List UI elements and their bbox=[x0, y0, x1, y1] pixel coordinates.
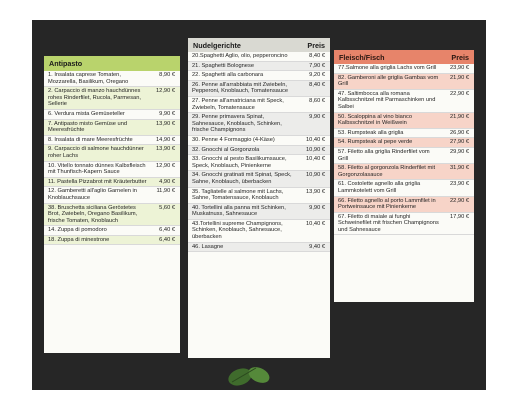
nudel-item-price: 8,40 € bbox=[309, 53, 325, 59]
fleisch-item-price: 22,90 € bbox=[450, 197, 469, 204]
nudel-item-price: 9,20 € bbox=[309, 72, 325, 79]
antipasto-item-price: 12,90 € bbox=[156, 162, 175, 169]
antipasto-item-name: 8. Insalata di mare Meeresfrüchte bbox=[48, 136, 133, 143]
fleisch-title: Fleisch/Fisch bbox=[339, 52, 385, 62]
nudel-item-price: 13,90 € bbox=[306, 188, 325, 195]
antipasto-item bbox=[44, 236, 180, 246]
fleisch-item bbox=[334, 90, 474, 113]
nudel-item-name: 43.Tortellini supreme Champignons, Schinken, Knoblauch, Sahnesauce, überbacken bbox=[192, 220, 283, 241]
nudel-item bbox=[188, 62, 330, 72]
fleisch-item-name: 54. Rumpsteak al pepe verde bbox=[338, 139, 413, 146]
nudel-item bbox=[188, 243, 330, 253]
nudel-item bbox=[188, 136, 330, 146]
nudel-item-price: 10,90 € bbox=[306, 172, 325, 179]
fleisch-item-price: 17,90 € bbox=[450, 213, 469, 220]
antipasto-item-price: 6,40 € bbox=[159, 236, 175, 243]
fleisch-item bbox=[334, 129, 474, 139]
nudel-item-name: 34. Gnocchi gratinati mit Spinat, Speck, Sahne, Knoblauch, überbacken bbox=[192, 172, 292, 185]
antipasto-item-price: 11,90 € bbox=[156, 188, 175, 195]
nudel-item-name: 26. Penne all'arrabbiata mit Zwiebeln, Pepperoni, Knoblauch, Tomatensauce bbox=[192, 81, 289, 95]
antipasto-item bbox=[44, 71, 180, 87]
nudel-item bbox=[188, 146, 330, 156]
fleisch-item bbox=[334, 180, 474, 196]
fleisch-panel bbox=[334, 50, 474, 302]
nudel-item bbox=[188, 52, 330, 62]
antipasto-item-price: 12,90 € bbox=[156, 88, 175, 95]
antipasto-header bbox=[44, 56, 180, 71]
antipasto-item bbox=[44, 87, 180, 110]
antipasto-item-name: 12. Gamberetti all'aglio Garnelen in Knoblauchsauce bbox=[48, 188, 137, 201]
antipasto-item-name: 7. Antipasto misto Gemüse und Meeresfrüchte bbox=[48, 120, 128, 134]
fleisch-item bbox=[334, 74, 474, 90]
nudel-item bbox=[188, 71, 330, 81]
nudel-item bbox=[188, 204, 330, 220]
antipasto-item bbox=[44, 136, 180, 146]
nudel-item-price: 8,60 € bbox=[309, 97, 325, 104]
fleisch-item bbox=[334, 113, 474, 129]
fleisch-item bbox=[334, 213, 474, 236]
fleisch-item-name: 77.Salmone alla griglia Lachs vom Grill bbox=[338, 65, 437, 71]
nudel-item-price: 7,90 € bbox=[309, 62, 325, 69]
nudel-item-price: 8,40 € bbox=[309, 81, 325, 88]
antipasto-item bbox=[44, 162, 180, 178]
fleisch-item bbox=[334, 164, 474, 180]
antipasto-item-name: 9. Carpaccio di salmone hauchdünner roher Lachs bbox=[48, 146, 144, 159]
nudel-price-header: Preis bbox=[307, 40, 325, 50]
antipasto-item-name: 2. Carpaccio di manzo hauchdünnes rohes Rinderfilet, Rucola, Parmesan, Sellerie bbox=[48, 88, 141, 108]
nudel-item-name: 20.Spaghetti Aglio, olio, pepperoncino bbox=[192, 53, 288, 59]
fleisch-item-name: 53. Rumpsteak alla griglia bbox=[338, 129, 404, 136]
fleisch-item bbox=[334, 64, 474, 74]
fleisch-item-price: 27,90 € bbox=[450, 139, 469, 146]
antipasto-item-name: 11. Pastella Pizzabrot mit Kräuterbutter bbox=[48, 178, 147, 185]
nudel-item-price: 10,40 € bbox=[306, 136, 325, 143]
antipasto-item-name: 14. Zuppa di pomodoro bbox=[48, 227, 107, 234]
nudel-item-price: 9,90 € bbox=[309, 204, 325, 211]
antipasto-item-name: 10. Vitello tonnato dünnes Kalbsfleisch mit Thunfisch-Kapern Sauce bbox=[48, 162, 146, 176]
antipasto-item-price: 13,90 € bbox=[156, 120, 175, 127]
antipasto-item-price: 5,60 € bbox=[159, 204, 175, 211]
nudel-item-price: 10,40 € bbox=[306, 220, 325, 227]
antipasto-item-price: 4,90 € bbox=[159, 178, 175, 185]
fleisch-item-name: 58. Filetto al gorgonzola Rinderfilet mit Gorgonzolasauce bbox=[338, 165, 436, 178]
fleisch-item-name: 61. Costolette agnello alla griglia Lammkotelett vom Grill bbox=[338, 181, 421, 194]
nudel-item-name: 35. Tagliatelle al salmone mit Lachs, Sahne, Tomatensauce, Knoblauch bbox=[192, 188, 284, 202]
nudel-item-name: 32. Gnocchi al Gorgonzola bbox=[192, 146, 260, 153]
nudel-item-name: 46. Lasagne bbox=[192, 243, 224, 250]
nudel-item bbox=[188, 188, 330, 204]
fleisch-item-price: 31,90 € bbox=[450, 165, 469, 172]
antipasto-item-price: 8,90 € bbox=[159, 72, 175, 78]
fleisch-item bbox=[334, 148, 474, 164]
fleisch-item bbox=[334, 197, 474, 213]
antipasto-item-price: 14,90 € bbox=[156, 136, 175, 143]
fleisch-item-price: 22,90 € bbox=[450, 90, 469, 97]
antipasto-item-price: 6,40 € bbox=[159, 227, 175, 234]
antipasto-item-name: 38. Bruschetta siciliana Geröstetes Brot, Zwiebeln, Oregano Basilikum, frische Tomaten, Knoblauch bbox=[48, 204, 138, 224]
nudel-item bbox=[188, 171, 330, 187]
antipasto-item bbox=[44, 120, 180, 136]
nudel-item bbox=[188, 155, 330, 171]
fleisch-item-name: 47. Saltimbocca alla romana Kalbsschnitzel mit Parmaschinken und Salbei bbox=[338, 90, 436, 110]
nudel-item-name: 21. Spaghetti Bolognese bbox=[192, 62, 254, 69]
fleisch-item-price: 26,90 € bbox=[450, 129, 469, 136]
fleisch-item-price: 29,90 € bbox=[450, 148, 469, 155]
fleisch-item-name: 66. Filetto agnello al porto Lammfilet in Portweinsauce mit Pinienkerne bbox=[338, 197, 436, 211]
nudel-header bbox=[188, 38, 330, 52]
nudel-item bbox=[188, 113, 330, 136]
antipasto-item bbox=[44, 178, 180, 188]
antipasto-panel bbox=[44, 56, 180, 353]
nudel-item-name: 30. Penne 4 Formaggio (4-Käse) bbox=[192, 136, 275, 143]
nudel-list bbox=[188, 52, 330, 252]
nudel-item-name: 29. Penne primavera Spinat, Sahnesauce, Knoblauch, Schinken, frische Champignons bbox=[192, 114, 282, 134]
fleisch-item bbox=[334, 138, 474, 148]
nudel-item bbox=[188, 97, 330, 113]
nudel-panel bbox=[188, 38, 330, 358]
antipasto-item bbox=[44, 145, 180, 161]
antipasto-item-name: 6. Verdura mista Gemüseteller bbox=[48, 110, 125, 117]
nudel-item bbox=[188, 220, 330, 243]
antipasto-list bbox=[44, 71, 180, 245]
fleisch-item-name: 50. Scaloppina al vino bianco Kalbsschnitzel in Weißwein bbox=[338, 113, 412, 127]
fleisch-item-price: 23,90 € bbox=[450, 65, 469, 71]
antipasto-item-name: 18. Zuppa di minestrone bbox=[48, 236, 110, 243]
antipasto-item-price: 9,90 € bbox=[159, 110, 175, 117]
nudel-title: Nudelgerichte bbox=[193, 40, 241, 50]
basil-leaf-decoration bbox=[226, 362, 276, 390]
antipasto-item bbox=[44, 110, 180, 120]
fleisch-item-price: 21,90 € bbox=[450, 113, 469, 120]
antipasto-item-name: 1. Insalata caprese Tomaten, Mozzarella, Basilikum, Oregano bbox=[48, 72, 129, 85]
antipasto-item bbox=[44, 226, 180, 236]
fleisch-header bbox=[334, 50, 474, 64]
nudel-item-name: 22. Spaghetti alla carbonara bbox=[192, 72, 264, 79]
antipasto-item-price: 13,90 € bbox=[156, 146, 175, 153]
fleisch-item-name: 82. Gamberoni alle griglia Gambas vom Grill bbox=[338, 74, 439, 88]
fleisch-list bbox=[334, 64, 474, 235]
nudel-item bbox=[188, 81, 330, 97]
nudel-item-price: 10,90 € bbox=[306, 146, 325, 153]
nudel-item-name: 40. Tortellini alla panna mit Schinken, Muskatnuss, Sahnesauce bbox=[192, 204, 286, 218]
fleisch-item-name: 57. Filetto alla griglia Rinderfilet vom Grill bbox=[338, 148, 430, 162]
antipasto-item bbox=[44, 204, 180, 227]
nudel-item-name: 27. Penne all'amatriciana mit Speck, Zwiebeln, Tomatensauce bbox=[192, 97, 284, 111]
fleisch-item-price: 21,90 € bbox=[450, 74, 469, 81]
fleisch-price-header: Preis bbox=[451, 52, 469, 62]
fleisch-item-price: 23,90 € bbox=[450, 181, 469, 188]
nudel-item-name: 33. Gnocchi al pesto Basilikumsauce, Speck, Knoblauch, Pinienkerne bbox=[192, 156, 287, 169]
antipasto-item bbox=[44, 187, 180, 203]
fleisch-item-name: 67. Filetto di maiale ai funghi Schweinefilet mit frischen Champignons und Sahnesauce bbox=[338, 213, 439, 233]
nudel-item-price: 10,40 € bbox=[306, 156, 325, 163]
antipasto-title: Antipasto bbox=[49, 59, 83, 68]
nudel-item-price: 9,40 € bbox=[309, 243, 325, 250]
nudel-item-price: 9,90 € bbox=[309, 114, 325, 121]
